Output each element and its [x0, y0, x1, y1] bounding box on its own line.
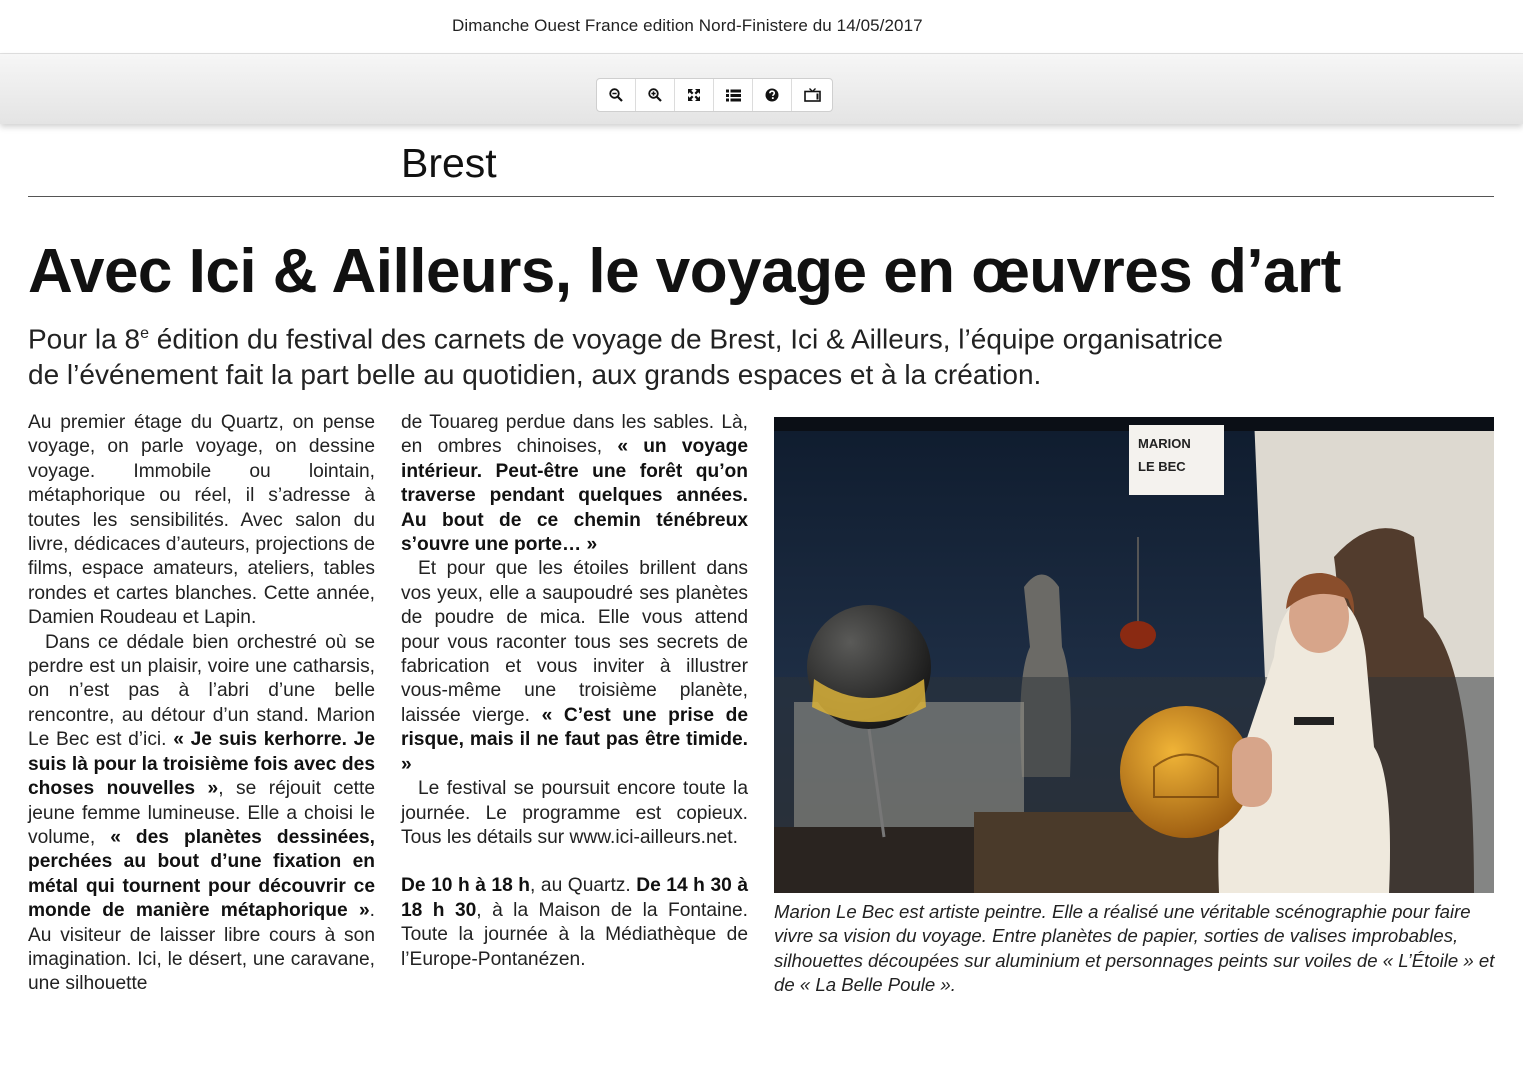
article-headline: Avec Ici & Ailleurs, le voyage en œuvres d’art [28, 237, 1341, 306]
section-rubric: Brest [401, 140, 497, 186]
sign-text-line1: MARION [1138, 436, 1191, 451]
paragraph: de Touareg perdue dans les sables. Là, en ombres chinoises, « un voyage intérieur. Peut-être une forêt qu’on traverse pendant quelques années. Au bout de ce chemin ténébreux s’ouvre une porte… » [401, 412, 748, 556]
paragraph: Au premier étage du Quartz, on pense voyage, on parle voyage, on dessine voyage. Immobile ou lointain, métaphorique ou réel, il s’adresse à toutes les sensibilités. Avec salon du livre, dédicaces d’auteurs, projections de films, espace amateurs, ateliers, tables rondes et cartes blanches. Cette année, Damien Roudeau et Lapin. [28, 412, 375, 629]
zoom-out-icon [609, 88, 623, 102]
section-divider [28, 196, 1494, 197]
viewer-header [0, 0, 1523, 54]
paragraph: Le festival se poursuit encore toute la journée. Le programme est copieux. Tous les détails sur www.ici-ailleurs.net. [401, 778, 748, 848]
sign-text-line2: LE BEC [1138, 459, 1186, 474]
newspaper-page [0, 124, 1523, 1066]
article-column-2 [401, 411, 748, 972]
list-icon [726, 89, 741, 102]
help-button[interactable] [753, 79, 792, 111]
list-button[interactable] [714, 79, 753, 111]
zoom-in-icon [648, 88, 662, 102]
paragraph: Dans ce dédale bien orchestré où se perdre est un plaisir, voire une catharsis, on n’est pas à l’abri d’une belle rencontre, au détour d’un stand. Marion Le Bec est d’ici. « Je suis kerhorre. Je suis là pour la troisième fois avec des choses nouvelles », se réjouit cette jeune femme lumineuse. Elle a choisi le volume, « des planètes dessinées, perchées au bout d’une fixation en métal qui tournent pour découvrir ce monde de manière métaphorique ». Au visiteur de laisser libre cours à son imagination. Ici, le désert, une caravane, une silhouette [28, 631, 376, 995]
paragraph: Et pour que les étoiles brillent dans vos yeux, elle a saupoudré ses planètes de poudre de mica. Elle vous attend pour vous raconter tous ses secrets de fabrication et vous inviter à illustrer vous-même une troisième planète, laissée vierge. « C’est une prise de risque, mais il ne faut pas être timide. » [401, 558, 748, 775]
article-photo [774, 417, 1494, 893]
practical-info: De 10 h à 18 h, au Quartz. De 14 h 30 à 18 h 30, à la Maison de la Fontaine. Toute la journée à la Médiathèque de l’Europe-Pontanézen. [401, 875, 748, 970]
fullscreen-icon [687, 88, 701, 102]
viewer-toolbar [596, 78, 833, 112]
fullscreen-button[interactable] [675, 79, 714, 111]
article-lede: Pour la 8e édition du festival des carnets de voyage de Brest, Ici & Ailleurs, l’équipe organisatrice de l’événement fait la part belle au quotidien, aux grands espaces et à la création. [28, 323, 1223, 391]
zoom-in-button[interactable] [636, 79, 675, 111]
document-title: Dimanche Ouest France edition Nord-Finistere du 14/05/2017 [452, 16, 923, 35]
tv-button[interactable] [792, 79, 832, 111]
zoom-out-button[interactable] [597, 79, 636, 111]
tv-icon [804, 88, 821, 102]
photo-caption: Marion Le Bec est artiste peintre. Elle a réalisé une véritable scénographie pour faire vivre sa vision du voyage. Entre planètes de papier, sorties de valises improbables, silhouettes découpées sur aluminium et personnages peints sur voiles de « L’Étoile » et de « La Belle Poule ». [774, 901, 1495, 996]
article-column-1 [28, 411, 375, 997]
help-icon [765, 88, 779, 102]
